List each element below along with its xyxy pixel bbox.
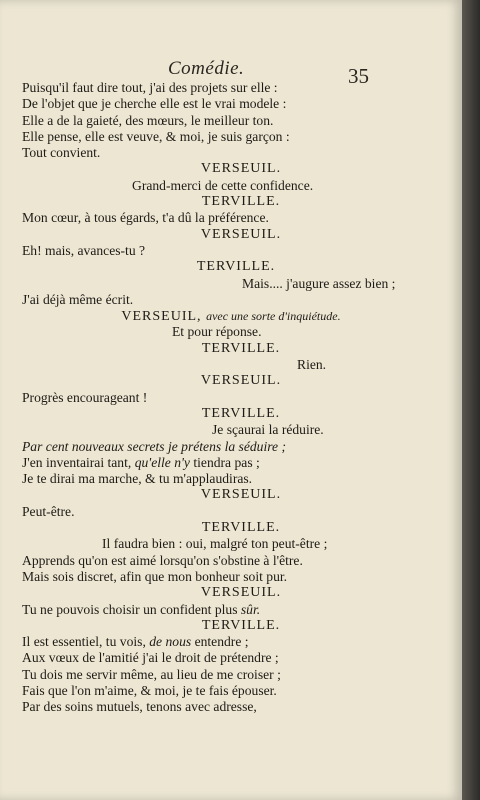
verse-line [0, 504, 462, 520]
speaker-name [0, 259, 462, 275]
verse-text: Tu ne pouvois choisir un confident plus [22, 601, 241, 617]
verse-text: de nous [149, 634, 192, 650]
verse-text: sûr. [240, 601, 261, 617]
verse-line [0, 178, 462, 194]
play-text [0, 80, 462, 716]
verse-text: Il est essentiel, tu vois, [22, 634, 150, 650]
speaker-label: TERVILLE. [201, 340, 281, 356]
verse-text: tiendra pas ; [189, 454, 260, 470]
verse-text: J'ai déjà même écrit. [22, 291, 134, 307]
verse-line [0, 145, 462, 161]
speaker-name [0, 487, 462, 503]
verse-text: De l'objet que je cherche elle est le vrai modele : [22, 96, 287, 112]
verse-line [0, 569, 462, 585]
verse-line [0, 292, 462, 308]
speaker-label: TERVILLE. [201, 617, 281, 633]
verse-line [0, 324, 462, 340]
verse-line [0, 699, 462, 715]
speaker-name [0, 520, 462, 536]
speaker-name [0, 227, 462, 243]
verse-text: Et pour réponse. [172, 324, 262, 340]
verse-text: Elle a de la gaieté, des mœurs, le meilleur ton. [22, 112, 274, 128]
verse-text: Fais que l'on m'aime, & moi, je te fais épouser. [22, 682, 277, 698]
speaker-label: TERVILLE. [201, 194, 281, 210]
verse-line [0, 129, 462, 145]
verse-line [0, 113, 462, 129]
verse-line [0, 602, 462, 618]
speaker-name [0, 194, 462, 210]
verse-line [0, 210, 462, 226]
verse-text: Progrès encourageant ! [22, 389, 148, 405]
verse-line [0, 471, 462, 487]
verse-line [0, 243, 462, 259]
verse-text: Par des soins mutuels, tenons avec adresse, [22, 699, 257, 715]
verse-line [0, 80, 462, 96]
verse-text: Par cent nouveaux secrets je prétens la séduire ; [22, 438, 286, 454]
speaker-label: VERSEUIL. [200, 585, 282, 601]
verse-text: Rien. [297, 357, 327, 373]
verse-text: Mais sois discret, afin que mon bonheur soit pur. [22, 568, 288, 584]
verse-text: Je sçaurai la réduire. [212, 422, 324, 438]
speaker-name [0, 585, 462, 601]
speaker-name [0, 406, 462, 422]
book-gutter-edge [462, 0, 480, 800]
speaker-name [0, 618, 462, 634]
page-number: 35 [348, 64, 369, 88]
verse-line [0, 683, 462, 699]
verse-text: Tout convient. [22, 145, 101, 161]
verse-line [0, 357, 462, 373]
verse-line [0, 634, 462, 650]
verse-text: Eh! mais, avances-tu ? [22, 242, 146, 258]
speaker-label: VERSEUIL. [200, 161, 282, 177]
verse-text: Puisqu'il faut dire tout, j'ai des projets sur elle : [22, 80, 278, 95]
verse-text: qu'elle n'y [134, 454, 190, 470]
verse-text: entendre ; [191, 634, 249, 650]
verse-text: Mais.... j'augure assez bien ; [242, 275, 396, 291]
stage-direction: avec une sorte d'inquiétude. [206, 309, 341, 324]
verse-text: Apprends qu'on est aimé lorsqu'on s'obstine à l'être. [22, 552, 303, 568]
speaker-label: TERVILLE. [201, 405, 281, 421]
verse-line [0, 650, 462, 666]
speaker-label: TERVILLE. [201, 520, 281, 536]
verse-text: Elle pense, elle est veuve, & moi, je suis garçon : [22, 128, 290, 144]
running-title: Comédie. [168, 58, 245, 79]
verse-line [0, 439, 462, 455]
verse-line [0, 536, 462, 552]
verse-text: Il faudra bien : oui, malgré ton peut-être ; [102, 536, 328, 552]
verse-text: Grand-merci de cette confidence. [132, 177, 314, 193]
verse-text: Peut-être. [22, 503, 75, 519]
verse-line [0, 390, 462, 406]
verse-text: J'en inventairai tant, [22, 454, 135, 470]
verse-line [0, 553, 462, 569]
verse-line [0, 455, 462, 471]
speaker-name [0, 373, 462, 389]
verse-line [0, 667, 462, 683]
verse-text: Mon cœur, à tous égards, t'a dû la préférence. [22, 210, 269, 226]
speaker-name [0, 341, 462, 357]
speaker-name [0, 308, 462, 324]
speaker-label: TERVILLE. [196, 259, 276, 275]
speaker-label: VERSEUIL. [200, 373, 282, 389]
speaker-label: VERSEUIL. [200, 487, 282, 503]
verse-line [0, 422, 462, 438]
verse-text: Je te dirai ma marche, & tu m'applaudiras. [22, 471, 253, 487]
speaker-label: VERSEUIL, [121, 309, 202, 325]
verse-text: Aux vœux de l'amitié j'ai le droit de prétendre ; [22, 650, 279, 666]
speaker-label: VERSEUIL. [200, 226, 282, 242]
verse-line [0, 276, 462, 292]
verse-text: Tu dois me servir même, au lieu de me croiser ; [22, 666, 281, 682]
verse-line [0, 96, 462, 112]
speaker-name [0, 161, 462, 177]
